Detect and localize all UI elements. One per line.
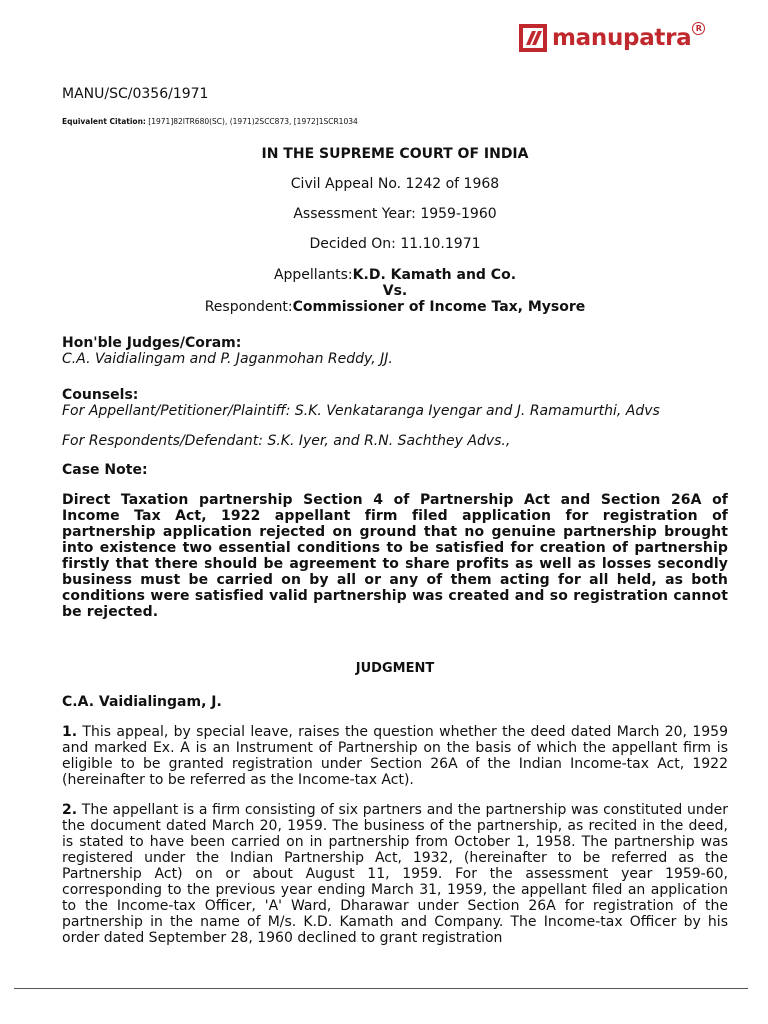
case-note: Direct Taxation partnership Section 4 of Partnership Act and Section 26A of Income Tax Act, 1922 appellant firm filed application for registration of partnership application rejected on ground that no genuine partnership brought into existence two essential conditions to be satisfied for creation of partnership firstly that there should be agreement to share profits as well as losses secondly business must be carried on by all or any of them acting for all held, as both conditions were satisfied valid partnership was created and so registration cannot be rejected.	[62, 492, 728, 620]
footer-divider	[14, 988, 748, 989]
respondent-value: Commissioner of Income Tax, Mysore	[292, 299, 586, 315]
logo-text: manupatra	[552, 25, 692, 51]
citation: MANU/SC/0356/1971	[62, 86, 209, 102]
court-name: IN THE SUPREME COURT OF INDIA	[261, 146, 529, 162]
paragraph	[62, 802, 728, 946]
registered-mark: R	[692, 22, 705, 35]
respondent-label: Respondent:	[204, 299, 293, 315]
manupatra-logo	[518, 22, 702, 54]
respondent	[62, 299, 728, 315]
judges: C.A. Vaidialingam and P. Jaganmohan Reddy, JJ.	[62, 351, 393, 367]
assessment-year: Assessment Year: 1959-1960	[293, 206, 497, 222]
manupatra-logo-icon	[518, 23, 548, 53]
counsel-respondent: For Respondents/Defendant: S.K. Iyer, and R.N. Sachthey Advs.,	[62, 433, 511, 449]
appellants-value: K.D. Kamath and Co.	[352, 267, 517, 283]
paragraph-text: This appeal, by special leave, raises the question whether the deed dated March 20, 1959 and marked Ex. A is an Instrument of Partnership on the basis of which the appellant firm is eligible to be granted registration under Section 26A of the Indian Income-tax Act, 1922 (hereinafter to be referred as the Income-tax Act).	[62, 724, 728, 788]
appeal-number: Civil Appeal No. 1242 of 1968	[290, 176, 500, 192]
paragraph	[62, 724, 728, 788]
judgment-author: C.A. Vaidialingam, J.	[62, 694, 222, 710]
case-note-heading: Case Note:	[62, 462, 148, 478]
equivalent-citation	[62, 117, 728, 126]
paragraph-number: 2.	[62, 802, 78, 818]
equivalent-citation-value: [1971]82ITR680(SC), (1971)2SCC873, [1972]1SCR1034	[145, 117, 358, 126]
decided-on: Decided On: 11.10.1971	[309, 236, 481, 252]
parties	[62, 267, 728, 315]
versus-text: Vs.	[382, 283, 408, 299]
appellants	[62, 267, 728, 283]
counsel-appellant: For Appellant/Petitioner/Plaintiff: S.K. Venkataranga Iyengar and J. Ramamurthi, Advs	[62, 403, 660, 419]
versus	[62, 283, 728, 299]
appellants-label: Appellants:	[273, 267, 353, 283]
paragraph-number: 1.	[62, 724, 78, 740]
equivalent-citation-label: Equivalent Citation:	[62, 117, 146, 126]
document-body	[62, 86, 728, 946]
judgment-heading: JUDGMENT	[355, 661, 435, 676]
paragraph-text: The appellant is a firm consisting of six partners and the partnership was constituted under the document dated March 20, 1959. The business of the partnership, as recited in the deed, is stated to have been carried on in partnership from October 1, 1958. The partnership was registered under the Indian Partnership Act, 1932, (hereinafter to be referred as the Partnership Act) on or about August 11, 1959. For the assessment year 1959-60, corresponding to the previous year ending March 31, 1959, the appellant filed an application to the Income-tax Officer, 'A' Ward, Dharawar under Section 26A for registration of the partnership in the name of M/s. K.D. Kamath and Company. The Income-tax Officer by his order dated September 28, 1960 declined to grant registration	[62, 802, 728, 946]
judges-heading: Hon'ble Judges/Coram:	[62, 335, 242, 351]
counsels-heading: Counsels:	[62, 387, 139, 403]
